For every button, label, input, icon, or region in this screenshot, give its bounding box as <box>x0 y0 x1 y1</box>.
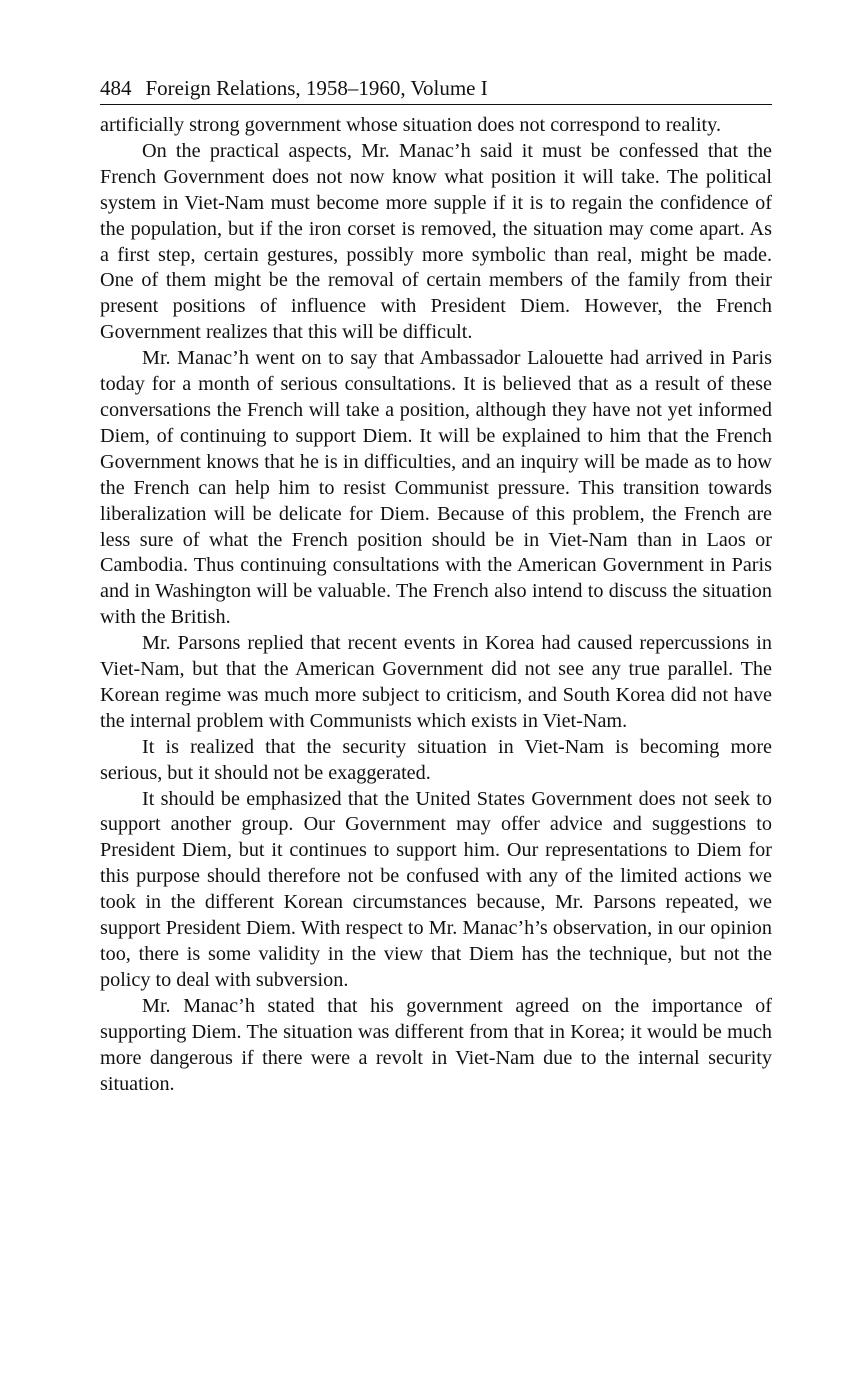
paragraph: It should be emphasized that the United States Government does not seek to support another group. Our Government may offer advice and suggestions to President Diem, but it continues to support him. Our representations to Diem for this purpose should therefore not be confused with any of the limited actions we took in the different Korean circumstances because, Mr. Parsons repeated, we support President Diem. With respect to Mr. Manac’h’s observation, in our opinion too, there is some validity in the view that Diem has the technique, but not the policy to deal with subversion. <box>100 787 772 991</box>
paragraph: On the practical aspects, Mr. Manac’h said it must be confessed that the French Government does not now know what position it will take. The political system in Viet-Nam must become more supple if it is to regain the confidence of the population, but if the iron corset is removed, the situation may come apart. As a first step, certain gestures, possibly more symbolic than real, might be made. One of them might be the removal of certain members of the family from their present positions of influence with President Diem. However, the French Government realizes that this will be difficult. <box>100 139 772 344</box>
document-page <box>100 74 772 1097</box>
page-number: 484 <box>100 76 132 100</box>
paragraph: Mr. Manac’h went on to say that Ambassador Lalouette had arrived in Paris today for a month of serious consultations. It is believed that as a result of these conversations the French will take a position, although they have not yet informed Diem, of continuing to support Diem. It will be explained to him that the French Government knows that he is in difficulties, and an inquiry will be made as to how the French can help him to resist Communist pressure. This transition towards liberalization will be delicate for Diem. Because of this problem, the French are less sure of what the French position should be in Viet-Nam than in Laos or Cambodia. Thus continuing consultations with the American Government in Paris and in Washington will be valuable. The French also intend to discuss the situation with the British. <box>100 347 772 629</box>
paragraph: Mr. Parsons replied that recent events in Korea had caused repercussions in Viet-Nam, but that the American Government did not see any true parallel. The Korean regime was much more subject to criticism, and South Korea did not have the internal problem with Communists which exists in Viet-Nam. <box>100 632 772 732</box>
running-title: Foreign Relations, 1958–1960, Volume I <box>145 76 488 100</box>
paragraph: It is realized that the security situation in Viet-Nam is becoming more serious, but it should not be exaggerated. <box>100 735 772 784</box>
running-header <box>100 74 772 105</box>
paragraph: Mr. Manac’h stated that his government agreed on the importance of supporting Diem. The situation was different from that in Korea; it would be much more dangerous if there were a revolt in Viet-Nam due to the internal security situation. <box>100 994 772 1095</box>
paragraph-continued: artificially strong government whose situation does not correspond to reality. <box>100 114 721 136</box>
document-body <box>100 113 772 1097</box>
